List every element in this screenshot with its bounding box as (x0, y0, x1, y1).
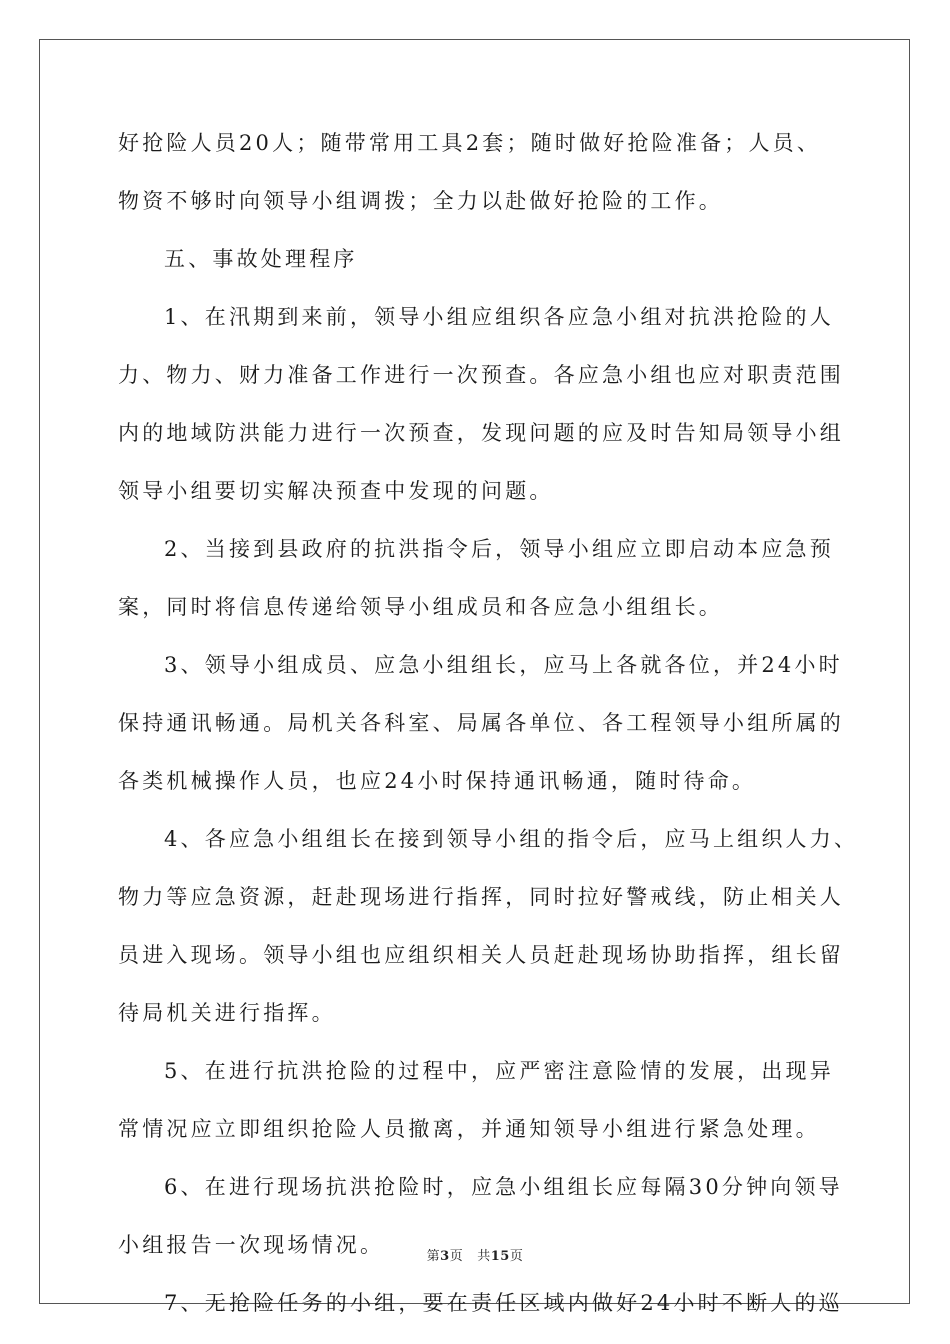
page-footer (0, 1245, 950, 1264)
text-line: 物力等应急资源，赶赴现场进行指挥，同时拉好警戒线，防止相关人 (118, 885, 844, 909)
text-line: 力、物力、财力准备工作进行一次预查。各应急小组也应对职责范围 (118, 363, 844, 387)
text-line: 2、当接到县政府的抗洪指令后，领导小组应立即启动本应急预 (164, 537, 834, 561)
text-line: 领导小组要切实解决预查中发现的问题。 (118, 479, 554, 503)
text-line: 1、在汛期到来前，领导小组应组织各应急小组对抗洪抢险的人 (164, 305, 834, 329)
text-line: 好抢险人员20人；随带常用工具2套；随时做好抢险准备；人员、 (118, 131, 822, 155)
total-prefix: 共 (477, 1249, 491, 1264)
section-heading: 五、事故处理程序 (164, 247, 358, 271)
text-line: 常情况应立即组织抢险人员撤离，并通知领导小组进行紧急处理。 (118, 1117, 820, 1141)
page-total: 15 (490, 1249, 510, 1264)
text-line: 内的地域防洪能力进行一次预查，发现问题的应及时告知局领导小组 (118, 421, 844, 445)
text-line: 4、各应急小组组长在接到领导小组的指令后，应马上组织人力、 (164, 827, 859, 851)
text-line: 5、在进行抗洪抢险的过程中，应严密注意险情的发展，出现异 (164, 1059, 834, 1083)
text-line: 7、无抢险任务的小组，要在责任区域内做好24小时不断人的巡 (164, 1291, 843, 1315)
text-line: 物资不够时向领导小组调拨；全力以赴做好抢险的工作。 (118, 189, 723, 213)
text-line: 3、领导小组成员、应急小组组长，应马上各就各位，并24小时 (164, 653, 843, 677)
page-suffix: 页 (449, 1249, 464, 1264)
text-line: 案，同时将信息传递给领导小组成员和各应急小组组长。 (118, 595, 723, 619)
text-line: 员进入现场。领导小组也应组织相关人员赶赴现场协助指挥，组长留 (118, 943, 844, 967)
total-suffix: 页 (509, 1249, 524, 1264)
text-line: 待局机关进行指挥。 (118, 1001, 336, 1025)
text-line: 各类机械操作人员，也应24小时保持通讯畅通，随时待命。 (118, 769, 757, 793)
text-line: 小组报告一次现场情况。 (118, 1233, 385, 1257)
page-prefix: 第 (426, 1249, 441, 1264)
page-current: 3 (440, 1249, 450, 1264)
text-line: 6、在进行现场抗洪抢险时，应急小组组长应每隔30分钟向领导 (164, 1175, 843, 1199)
text-line: 保持通讯畅通。局机关各科室、局属各单位、各工程领导小组所属的 (118, 711, 844, 735)
